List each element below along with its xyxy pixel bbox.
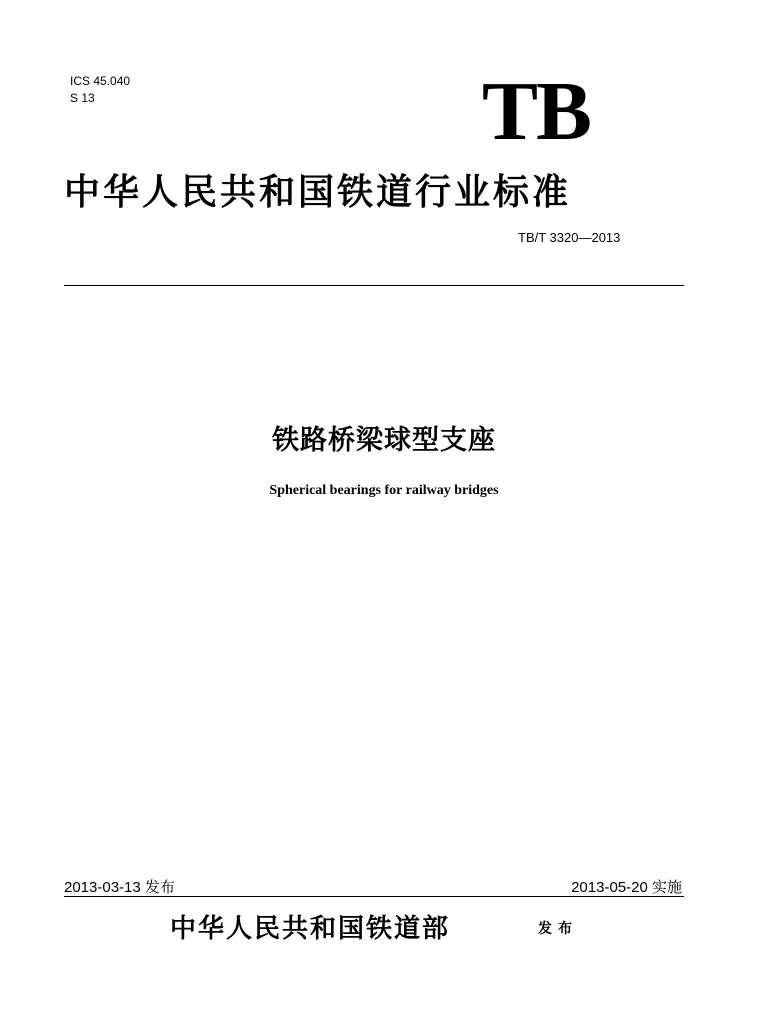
classification-codes: [70, 73, 130, 107]
publisher-name: 中华人民共和国铁道部: [170, 914, 451, 944]
publish-label: 发布: [538, 921, 578, 937]
ics-code: ICS 45.040: [70, 74, 131, 88]
class-code: S 13: [70, 91, 95, 105]
document-title-cn: 铁路桥梁球型支座: [272, 425, 496, 456]
standard-number: TB/T 3320—2013: [518, 230, 621, 245]
issue-date: 2013-03-13 发布: [64, 879, 175, 896]
tb-logo: TB: [482, 65, 591, 158]
implementation-date: 2013-05-20 实施: [571, 879, 682, 896]
standard-org-title: 中华人民共和国铁道行业标准: [64, 171, 572, 213]
document-title-en: Spherical bearings for railway bridges: [269, 483, 499, 498]
top-divider: [64, 285, 684, 286]
bottom-divider: [64, 896, 684, 897]
